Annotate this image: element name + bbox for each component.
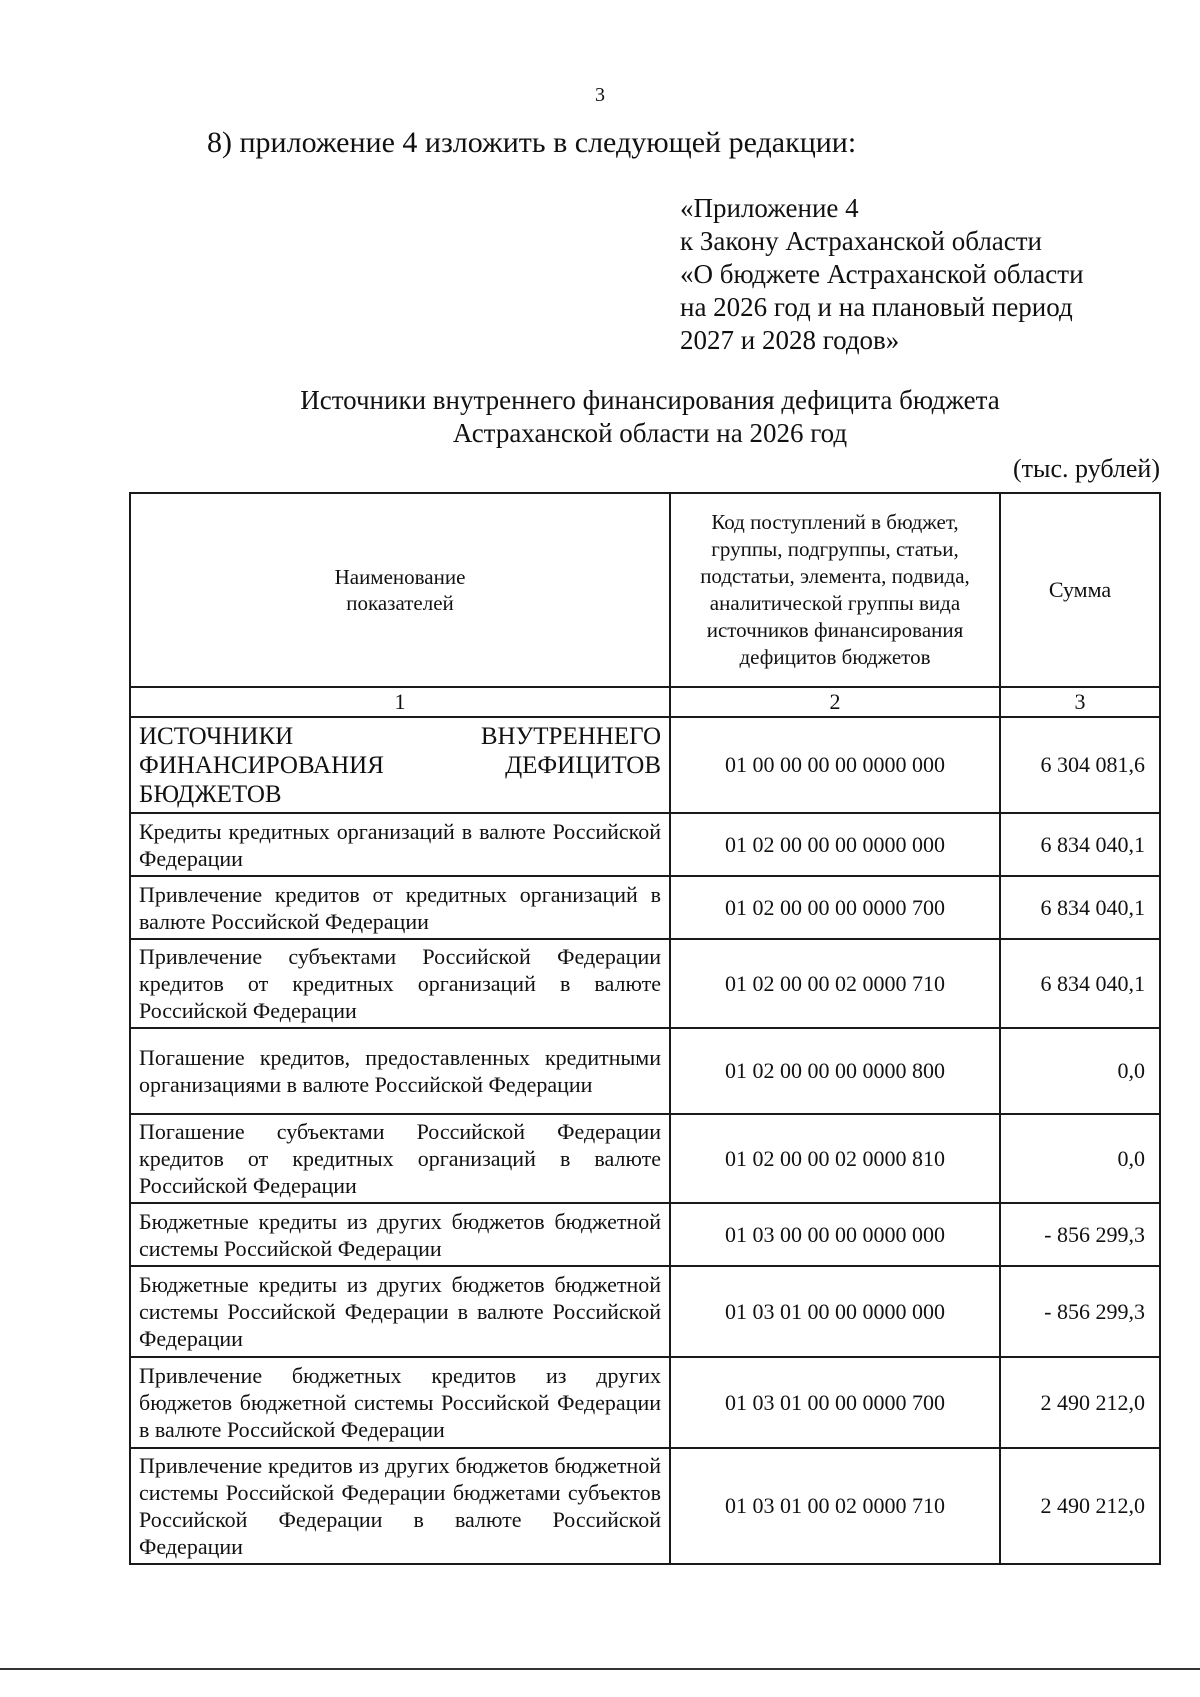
appendix-note-line: на 2026 год и на плановый период xyxy=(680,292,1073,322)
financing-sources-table xyxy=(129,492,1161,1565)
header-code: Код поступлений в бюджет, группы, подгруппы, статьи, подстатьи, элемента, подвида, аналитической группы вида источников финансирования дефицитов бюджетов xyxy=(670,493,1000,687)
row-sum: 2 490 212,0 xyxy=(1000,1448,1160,1564)
table-row xyxy=(130,1203,1160,1266)
row-sum: 6 834 040,1 xyxy=(1000,939,1160,1028)
row-sum: 6 834 040,1 xyxy=(1000,813,1160,876)
amendment-instruction: 8) приложение 4 изложить в следующей редакции: xyxy=(207,126,857,159)
appendix-note xyxy=(680,192,1084,357)
row-sum: 2 490 212,0 xyxy=(1000,1357,1160,1448)
row-name: Привлечение кредитов от кредитных организаций в валюте Российской Федерации xyxy=(130,876,670,939)
appendix-note-line: «Приложение 4 xyxy=(680,193,859,223)
header-sum: Сумма xyxy=(1000,493,1160,687)
row-code: 01 02 00 00 02 0000 810 xyxy=(670,1114,1000,1203)
appendix-note-line: «О бюджете Астраханской области xyxy=(680,259,1084,289)
document-title xyxy=(0,384,1200,450)
row-code: 01 02 00 00 00 0000 700 xyxy=(670,876,1000,939)
column-number: 1 xyxy=(130,687,670,717)
row-name: Привлечение субъектами Российской Федерации кредитов от кредитных организаций в валюте Российской Федерации xyxy=(130,939,670,1028)
row-name: Бюджетные кредиты из других бюджетов бюджетной системы Российской Федерации в валюте Российской Федерации xyxy=(130,1266,670,1357)
appendix-note-line: к Закону Астраханской области xyxy=(680,226,1043,256)
page-number: 3 xyxy=(595,84,605,106)
row-name: Бюджетные кредиты из других бюджетов бюджетной системы Российской Федерации xyxy=(130,1203,670,1266)
table-row xyxy=(130,717,1160,813)
row-sum: 0,0 xyxy=(1000,1114,1160,1203)
row-code: 01 00 00 00 00 0000 000 xyxy=(670,717,1000,813)
title-line: Источники внутреннего финансирования дефицита бюджета xyxy=(300,385,1000,415)
table-row xyxy=(130,1357,1160,1448)
row-name: Погашение субъектами Российской Федерации кредитов от кредитных организаций в валюте Российской Федерации xyxy=(130,1114,670,1203)
row-name: ИСТОЧНИКИ ВНУТРЕННЕГО ФИНАНСИРОВАНИЯ ДЕФИЦИТОВ БЮДЖЕТОВ xyxy=(130,717,670,813)
row-sum: - 856 299,3 xyxy=(1000,1266,1160,1357)
table-row xyxy=(130,813,1160,876)
table-row xyxy=(130,1448,1160,1564)
row-code: 01 02 00 00 02 0000 710 xyxy=(670,939,1000,1028)
row-sum: 6 834 040,1 xyxy=(1000,876,1160,939)
table-header-row xyxy=(130,493,1160,687)
row-sum: 6 304 081,6 xyxy=(1000,717,1160,813)
row-name: Погашение кредитов, предоставленных кредитными организациями в валюте Российской Федерации xyxy=(130,1028,670,1114)
row-code: 01 03 01 00 00 0000 700 xyxy=(670,1357,1000,1448)
header-name xyxy=(130,493,670,687)
table-row xyxy=(130,1114,1160,1203)
header-name-text: Наименование показателей xyxy=(334,565,466,615)
row-sum: - 856 299,3 xyxy=(1000,1203,1160,1266)
table-row xyxy=(130,1028,1160,1114)
units-label: (тыс. рублей) xyxy=(1012,454,1160,483)
table-row xyxy=(130,876,1160,939)
row-code: 01 03 00 00 00 0000 000 xyxy=(670,1203,1000,1266)
row-name: Привлечение бюджетных кредитов из других бюджетов бюджетной системы Российской Федерации в валюте Российской Федерации xyxy=(130,1357,670,1448)
column-number: 3 xyxy=(1000,687,1160,717)
row-code: 01 02 00 00 00 0000 800 xyxy=(670,1028,1000,1114)
column-number: 2 xyxy=(670,687,1000,717)
bottom-rule xyxy=(0,1668,1200,1670)
row-code: 01 03 01 00 00 0000 000 xyxy=(670,1266,1000,1357)
row-name: Привлечение кредитов из других бюджетов бюджетной системы Российской Федерации бюджетами субъектов Российской Федерации в валюте Российской Федерации xyxy=(130,1448,670,1564)
column-number-row xyxy=(130,687,1160,717)
row-sum: 0,0 xyxy=(1000,1028,1160,1114)
table-row xyxy=(130,939,1160,1028)
title-line: Астраханской области на 2026 год xyxy=(452,418,848,448)
appendix-note-line: 2027 и 2028 годов» xyxy=(680,325,900,355)
row-code: 01 02 00 00 00 0000 000 xyxy=(670,813,1000,876)
row-name: Кредиты кредитных организаций в валюте Российской Федерации xyxy=(130,813,670,876)
table-row xyxy=(130,1266,1160,1357)
row-code: 01 03 01 00 02 0000 710 xyxy=(670,1448,1000,1564)
